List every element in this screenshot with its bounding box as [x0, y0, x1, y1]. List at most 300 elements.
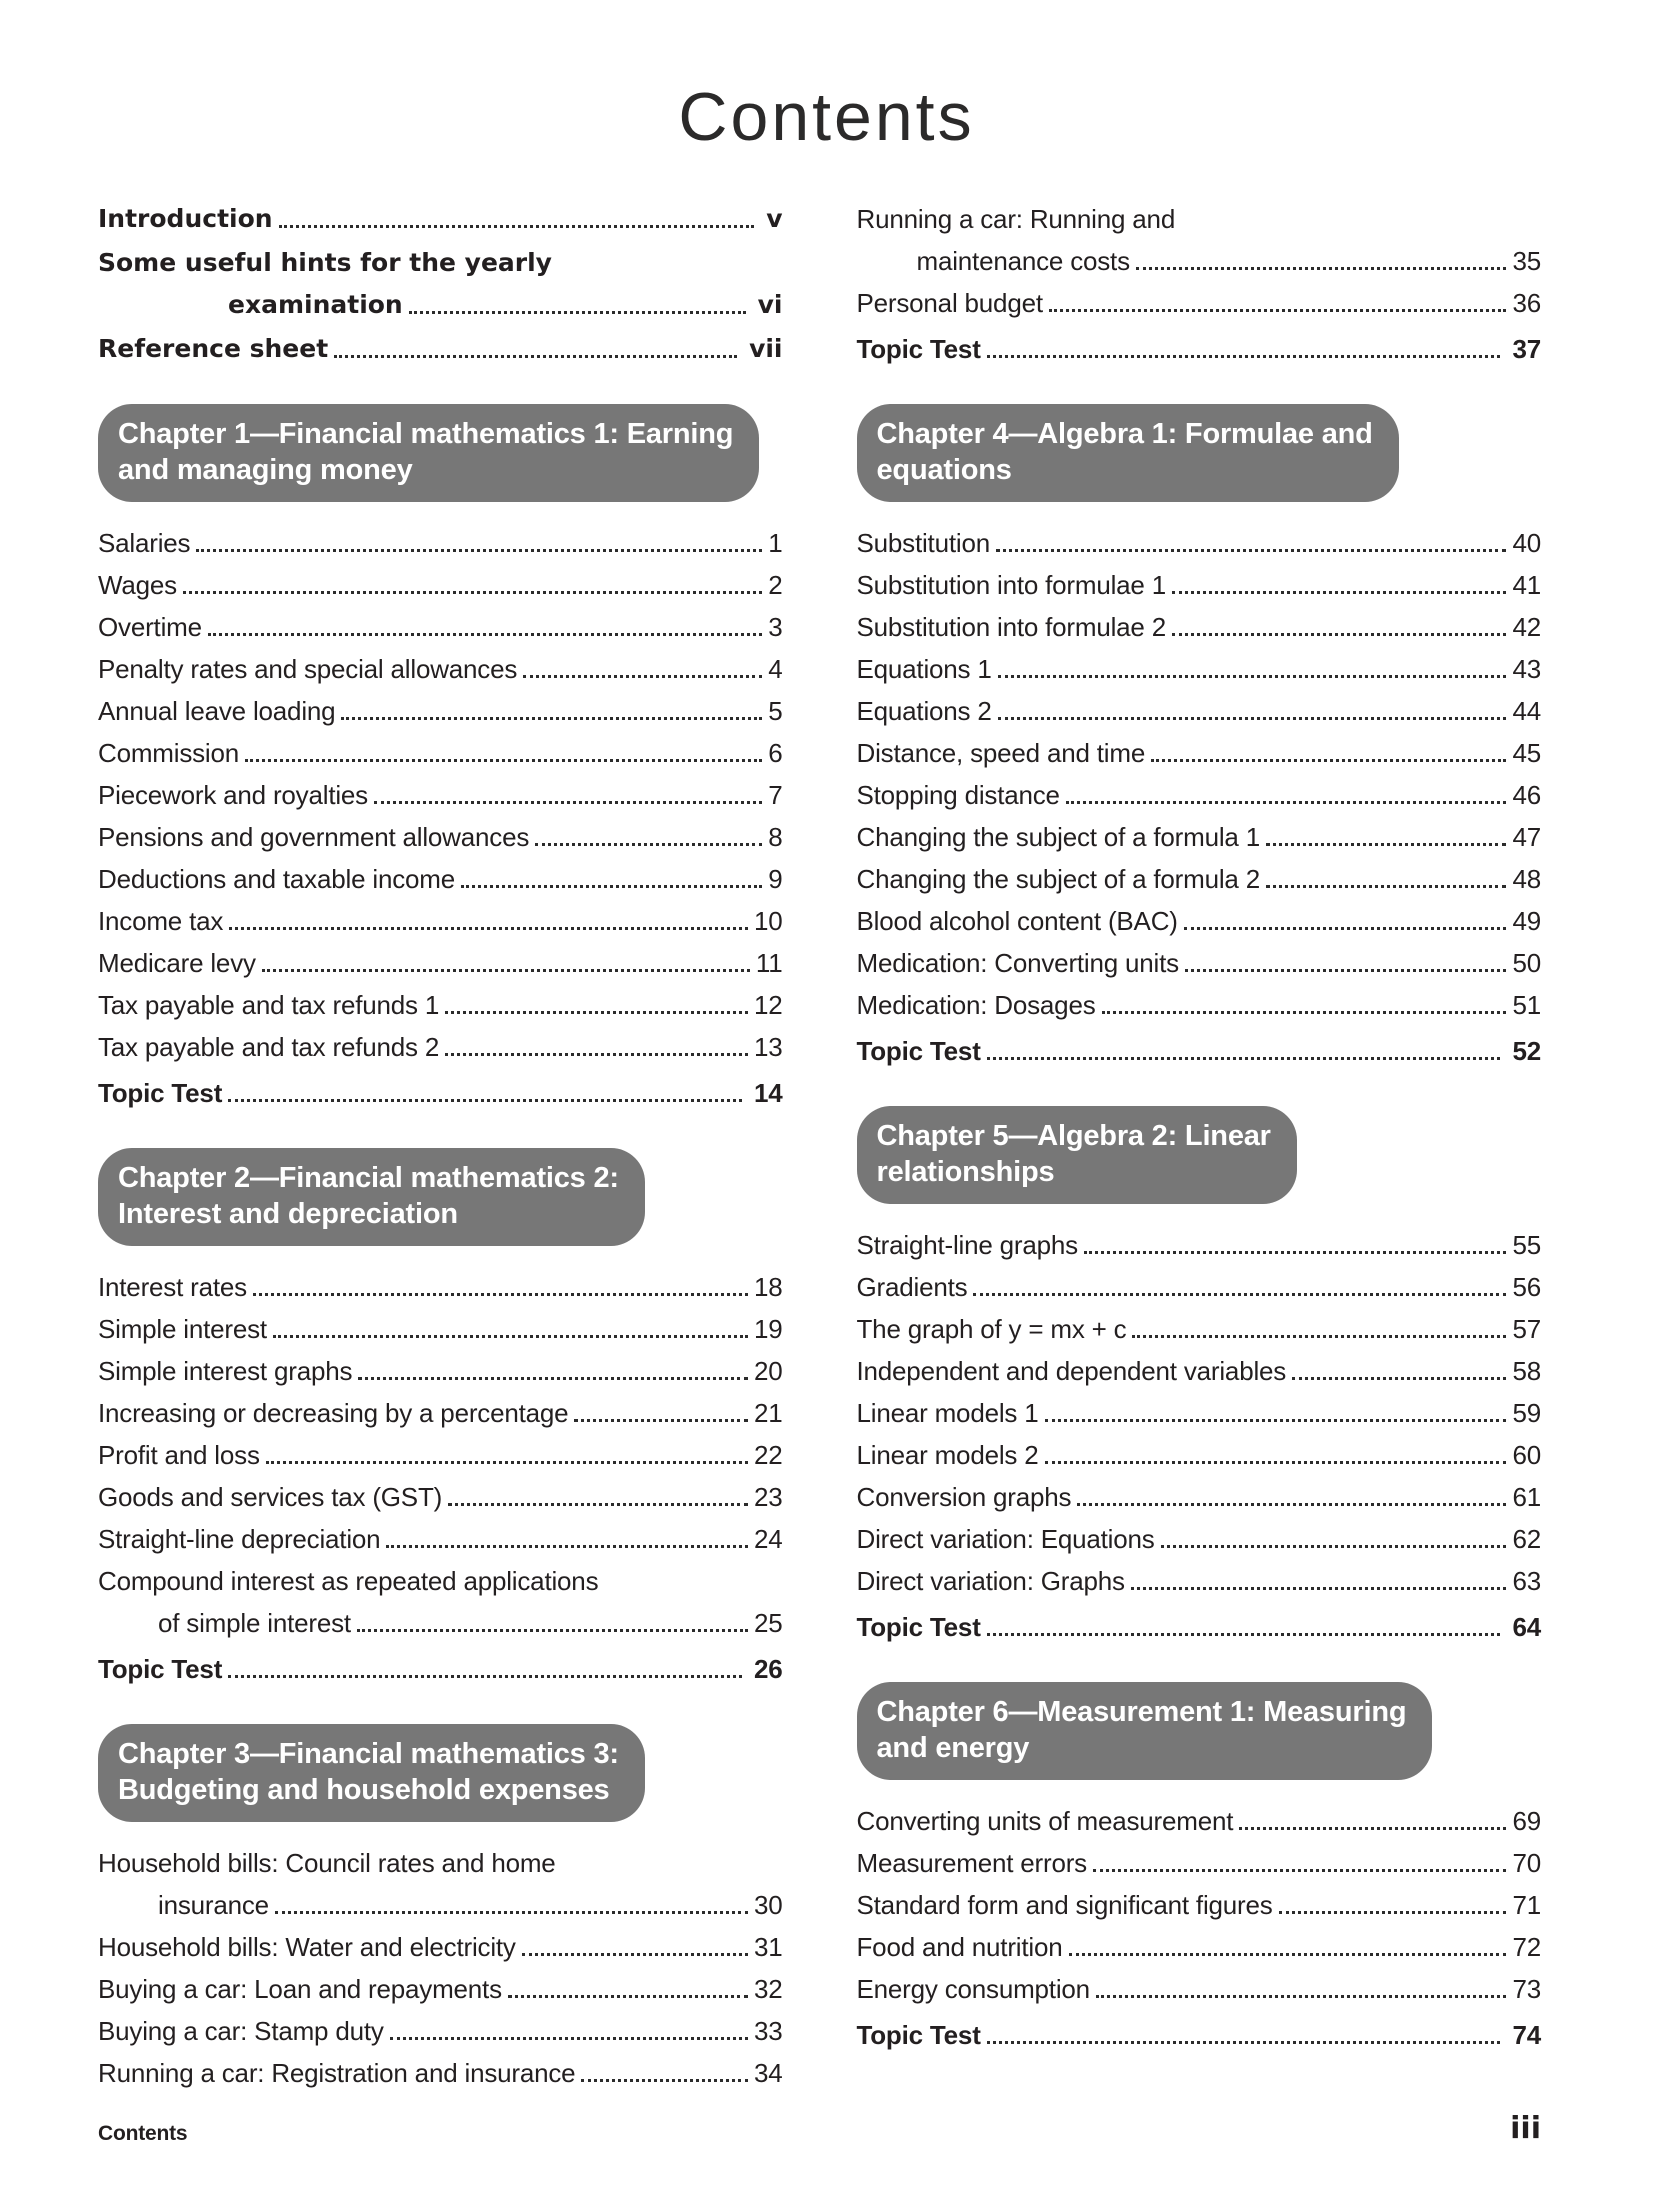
- entry-line: [857, 528, 1542, 558]
- entry-label: Straight-line depreciation: [98, 1524, 381, 1554]
- entry-line: [857, 1356, 1542, 1386]
- entry-label: Topic Test: [856, 1036, 981, 1066]
- entry-label: Direct variation: Equations: [856, 1524, 1155, 1554]
- page-number: 72: [1512, 1932, 1541, 1962]
- page-number: 8: [768, 822, 783, 852]
- page-number: 36: [1512, 288, 1541, 318]
- entry-label: Conversion graphs: [856, 1482, 1072, 1512]
- entry-label: Stopping distance: [856, 780, 1060, 810]
- page-number: 61: [1512, 1482, 1541, 1512]
- entry-line: [857, 1612, 1542, 1642]
- dot-leader: [535, 843, 762, 846]
- entry-line: [857, 864, 1542, 894]
- toc-entry: [857, 696, 1542, 726]
- page-number: 63: [1512, 1566, 1541, 1596]
- entry-label: Blood alcohol content (BAC): [856, 906, 1178, 936]
- toc-entry: [98, 822, 783, 852]
- toc-entry: [857, 1974, 1542, 2004]
- page-number: 55: [1512, 1230, 1541, 1260]
- toc-entry: [857, 1356, 1542, 1386]
- toc-entry: [98, 1974, 783, 2004]
- entry-line: [98, 990, 783, 1020]
- toc-entry: [857, 204, 1542, 276]
- dot-leader: [196, 549, 762, 552]
- toc-entry: [98, 1272, 783, 1302]
- page-number: 24: [753, 1524, 783, 1554]
- chapter-continuation-list: [857, 204, 1542, 364]
- toc-entry: [857, 948, 1542, 978]
- dot-leader: [996, 549, 1507, 552]
- dot-leader: [262, 969, 750, 972]
- chapter-banner-title: relationships: [876, 1156, 1055, 1188]
- entry-line: [857, 1272, 1542, 1302]
- entry-label: Commission: [98, 738, 240, 768]
- entry-line: [98, 1078, 783, 1108]
- chapter-banner-title: Interest and depreciation: [118, 1198, 458, 1230]
- chapter-banner: [857, 1106, 1297, 1204]
- dot-leader: [1266, 843, 1506, 846]
- dot-leader: [1161, 1545, 1507, 1548]
- entry-label: Converting units of measurement: [856, 1806, 1234, 1836]
- entry-label: Changing the subject of a formula 2: [856, 864, 1260, 894]
- entry-continuation-line: [98, 290, 783, 320]
- page-number: 52: [1512, 1036, 1541, 1066]
- page-number: 33: [753, 2016, 783, 2046]
- entry-line: [857, 948, 1542, 978]
- entry-line: [98, 1654, 783, 1684]
- entry-label: Equations 2: [856, 696, 992, 726]
- dot-leader: [1084, 1251, 1507, 1254]
- page-number: 35: [1512, 246, 1541, 276]
- entry-line: [857, 1314, 1542, 1344]
- entry-line: [98, 1314, 783, 1344]
- chapter-banner: [857, 404, 1399, 502]
- page-number: 4: [768, 654, 783, 684]
- page-number: 74: [1512, 2020, 1541, 2050]
- entry-label: Overtime: [98, 612, 202, 642]
- entry-label: Tax payable and tax refunds 2: [98, 1032, 440, 1062]
- page-number: 25: [753, 1608, 783, 1638]
- toc-entry: [98, 570, 783, 600]
- entry-label: Personal budget: [856, 288, 1043, 318]
- toc-entry: [857, 780, 1542, 810]
- page-number: 37: [1512, 334, 1541, 364]
- page-number: 6: [768, 738, 783, 768]
- chapter-entry-list: [857, 528, 1542, 1066]
- entry-line: [857, 1566, 1542, 1596]
- toc-entry: [98, 248, 783, 320]
- page-number: 7: [768, 780, 783, 810]
- toc-entry: [98, 528, 783, 558]
- page-number: 45: [1512, 738, 1541, 768]
- entry-line: [857, 780, 1542, 810]
- entry-label: Independent and dependent variables: [856, 1356, 1287, 1386]
- entry-label: Pensions and government allowances: [98, 822, 530, 852]
- dot-leader: [987, 2041, 1501, 2044]
- page-number: 34: [753, 2058, 783, 2088]
- page-number: 62: [1512, 1524, 1541, 1554]
- page-number: 58: [1512, 1356, 1541, 1386]
- entry-line: [98, 864, 783, 894]
- entry-label: Gradients: [856, 1272, 968, 1302]
- page-number: 31: [753, 1932, 783, 1962]
- entry-label: Substitution: [856, 528, 990, 558]
- entry-label: Household bills: Council rates and home: [98, 1848, 556, 1878]
- dot-leader: [334, 355, 737, 358]
- page-number: 21: [753, 1398, 783, 1428]
- dot-leader: [1172, 591, 1506, 594]
- toc-entry: [857, 1440, 1542, 1470]
- page-number: 71: [1512, 1890, 1541, 1920]
- entry-label: Measurement errors: [856, 1848, 1087, 1878]
- page-number: 2: [768, 570, 783, 600]
- entry-label: Energy consumption: [856, 1974, 1090, 2004]
- toc-entry: [857, 2020, 1542, 2050]
- entry-line: [857, 738, 1542, 768]
- page-number: 14: [753, 1078, 783, 1108]
- chapter-banner: [98, 1148, 645, 1246]
- dot-leader: [987, 1057, 1501, 1060]
- entry-label: Salaries: [98, 528, 191, 558]
- entry-label: Medication: Converting units: [856, 948, 1179, 978]
- entry-line: [857, 1806, 1542, 1836]
- toc-entry: [857, 528, 1542, 558]
- toc-entry: [98, 1032, 783, 1062]
- dot-leader: [229, 927, 748, 930]
- page-number: 42: [1512, 612, 1541, 642]
- chapter-banner: [98, 404, 759, 502]
- dot-leader: [973, 1293, 1506, 1296]
- chapter-entry-list: [857, 1806, 1542, 2050]
- entry-line: [98, 334, 783, 364]
- chapter-entry-list: [857, 1230, 1542, 1642]
- page-number: 40: [1512, 528, 1541, 558]
- toc-entry: [98, 864, 783, 894]
- toc-entry: [857, 906, 1542, 936]
- toc-entry: [857, 738, 1542, 768]
- toc-entry: [98, 204, 783, 234]
- page-number: 3: [768, 612, 783, 642]
- footer-section-label: Contents: [98, 2122, 188, 2145]
- entry-label: Goods and services tax (GST): [98, 1482, 443, 1512]
- entry-line: [98, 1440, 783, 1470]
- dot-leader: [358, 1377, 748, 1380]
- page-title: Contents: [678, 79, 975, 155]
- page-number: 51: [1512, 990, 1541, 1020]
- toc-entry: [857, 334, 1542, 364]
- page-number: 48: [1512, 864, 1541, 894]
- entry-label: Reference sheet: [98, 334, 329, 363]
- entry-line: [857, 696, 1542, 726]
- toc-entry: [98, 1078, 783, 1108]
- dot-leader: [1266, 885, 1506, 888]
- toc-entry: [857, 1848, 1542, 1878]
- page-number: vi: [757, 290, 783, 319]
- entry-label: Simple interest graphs: [98, 1356, 353, 1386]
- entry-line: [98, 1272, 783, 1302]
- entry-label: Topic Test: [98, 1078, 223, 1108]
- toc-entry: [98, 696, 783, 726]
- page-number: 57: [1512, 1314, 1541, 1344]
- entry-label: Some useful hints for the yearly: [98, 248, 552, 277]
- page-number: 20: [753, 1356, 783, 1386]
- entry-label: Increasing or decreasing by a percentage: [98, 1398, 569, 1428]
- dot-leader: [1049, 309, 1507, 312]
- dot-leader: [574, 1419, 748, 1422]
- toc-entry: [857, 288, 1542, 318]
- toc-entry: [98, 906, 783, 936]
- page-number: 70: [1512, 1848, 1541, 1878]
- dot-leader: [1279, 1911, 1507, 1914]
- entry-line: [857, 654, 1542, 684]
- page-number: 49: [1512, 906, 1541, 936]
- dot-leader: [445, 1011, 748, 1014]
- entry-line: [98, 1356, 783, 1386]
- entry-label: Running a car: Registration and insurance: [98, 2058, 576, 2088]
- entry-label: Topic Test: [856, 334, 981, 364]
- dot-leader: [245, 759, 762, 762]
- entry-line: [98, 696, 783, 726]
- toc-entry: [98, 1440, 783, 1470]
- toc-entry: [98, 738, 783, 768]
- entry-label: examination: [228, 290, 403, 319]
- entry-line: [857, 1932, 1542, 1962]
- dot-leader: [228, 1099, 742, 1102]
- dot-leader: [266, 1461, 748, 1464]
- chapter-banner-title: and managing money: [118, 454, 413, 486]
- toc-entry: [857, 1314, 1542, 1344]
- toc-entry: [857, 1890, 1542, 1920]
- toc-entry: [98, 2058, 783, 2088]
- dot-leader: [523, 675, 762, 678]
- toc-entry: [98, 1482, 783, 1512]
- toc-entry: [857, 570, 1542, 600]
- entry-label: The graph of y = mx + c: [856, 1314, 1127, 1344]
- entry-line: [857, 1974, 1542, 2004]
- page-number: 11: [755, 948, 783, 978]
- toc-entry: [98, 1932, 783, 1962]
- entry-line: [857, 990, 1542, 1020]
- chapter-banner: [98, 1724, 645, 1822]
- footer-page-number: iii: [1510, 2111, 1541, 2146]
- entry-label: Linear models 2: [856, 1440, 1039, 1470]
- dot-leader: [987, 1633, 1501, 1636]
- dot-leader: [1292, 1377, 1506, 1380]
- toc-entry: [857, 1230, 1542, 1260]
- entry-line: [857, 570, 1542, 600]
- page-number: 59: [1512, 1398, 1541, 1428]
- entry-line: [857, 334, 1542, 364]
- dot-leader: [508, 1995, 748, 1998]
- entry-line: [98, 1482, 783, 1512]
- entry-line: [98, 1524, 783, 1554]
- page-number: 9: [768, 864, 783, 894]
- dot-leader: [445, 1053, 748, 1056]
- page-number: vii: [749, 334, 783, 363]
- dot-leader: [1184, 927, 1507, 930]
- page-number: 26: [753, 1654, 783, 1684]
- entry-label: insurance: [158, 1890, 269, 1920]
- entry-line: [98, 1398, 783, 1428]
- dot-leader: [1093, 1869, 1506, 1872]
- dot-leader: [987, 355, 1501, 358]
- entry-label: Equations 1: [856, 654, 992, 684]
- entry-line: [98, 906, 783, 936]
- chapter-entry-list: [98, 528, 783, 1108]
- chapter-banner-title: Chapter 5—Algebra 2: Linear: [876, 1120, 1271, 1152]
- entry-line: [98, 2016, 783, 2046]
- dot-leader: [1131, 1587, 1507, 1590]
- entry-line: [857, 1230, 1542, 1260]
- dot-leader: [1066, 801, 1507, 804]
- entry-line: [857, 1524, 1542, 1554]
- page-number: 1: [768, 528, 783, 558]
- dot-leader: [1096, 1995, 1507, 1998]
- entry-line: [98, 948, 783, 978]
- dot-leader: [390, 2037, 748, 2040]
- toc-entry: [857, 1566, 1542, 1596]
- dot-leader: [279, 225, 755, 228]
- entry-label: Penalty rates and special allowances: [98, 654, 518, 684]
- entry-label: Interest rates: [98, 1272, 247, 1302]
- entry-label: Substitution into formulae 1: [856, 570, 1166, 600]
- page-number: 23: [753, 1482, 783, 1512]
- dot-leader: [275, 1911, 748, 1914]
- toc-entry: [98, 1398, 783, 1428]
- toc-entry: [857, 1806, 1542, 1836]
- toc-entry: [857, 1398, 1542, 1428]
- toc-column-left: [98, 204, 783, 2100]
- chapter-banner-title: Chapter 1—Financial mathematics 1: Earning: [118, 418, 734, 450]
- toc-entry: [857, 1612, 1542, 1642]
- entry-label: Topic Test: [98, 1654, 223, 1684]
- entry-label: Direct variation: Graphs: [856, 1566, 1125, 1596]
- page-number: 50: [1512, 948, 1541, 978]
- entry-label: Food and nutrition: [856, 1932, 1063, 1962]
- toc-entry: [98, 1356, 783, 1386]
- dot-leader: [357, 1629, 748, 1632]
- chapter-banner-title: equations: [876, 454, 1012, 486]
- toc-entry: [857, 654, 1542, 684]
- toc-entry: [98, 334, 783, 364]
- chapter-entry-list: [98, 1848, 783, 2088]
- dot-leader: [1185, 969, 1507, 972]
- page-number: 13: [753, 1032, 783, 1062]
- entry-line: [98, 612, 783, 642]
- dot-leader: [522, 1953, 748, 1956]
- toc-entry: [98, 1524, 783, 1554]
- entry-line: [98, 204, 783, 234]
- toc-entry: [857, 1524, 1542, 1554]
- dot-leader: [374, 801, 762, 804]
- entry-continuation-line: [857, 246, 1542, 276]
- dot-leader: [1136, 267, 1507, 270]
- page-number: 30: [753, 1890, 783, 1920]
- entry-label: Piecework and royalties: [98, 780, 368, 810]
- dot-leader: [1069, 1953, 1507, 1956]
- entry-label: Tax payable and tax refunds 1: [98, 990, 440, 1020]
- dot-leader: [1077, 1503, 1506, 1506]
- dot-leader: [1045, 1419, 1507, 1422]
- toc-column-right: [857, 204, 1542, 2062]
- entry-line: [98, 570, 783, 600]
- toc-entry: [98, 990, 783, 1020]
- page-number: 73: [1512, 1974, 1541, 2004]
- entry-continuation-line: [98, 1608, 783, 1638]
- entry-line: [857, 612, 1542, 642]
- page-number: 43: [1512, 654, 1541, 684]
- entry-label: Simple interest: [98, 1314, 267, 1344]
- entry-label: Household bills: Water and electricity: [98, 1932, 516, 1962]
- entry-line: [98, 654, 783, 684]
- entry-label: Topic Test: [856, 2020, 981, 2050]
- toc-entry: [98, 780, 783, 810]
- entry-line: [857, 2020, 1542, 2050]
- entry-line: [98, 822, 783, 852]
- entry-label: Distance, speed and time: [856, 738, 1146, 768]
- toc-entry: [98, 948, 783, 978]
- page-number: 5: [768, 696, 783, 726]
- dot-leader: [1239, 1827, 1506, 1830]
- page-number: 22: [753, 1440, 783, 1470]
- dot-leader: [581, 2079, 748, 2082]
- chapter-banner-title: Chapter 2—Financial mathematics 2:: [118, 1162, 619, 1194]
- toc-entry: [857, 1272, 1542, 1302]
- entry-label: Topic Test: [856, 1612, 981, 1642]
- dot-leader: [461, 885, 762, 888]
- dot-leader: [253, 1293, 748, 1296]
- entry-label: Buying a car: Loan and repayments: [98, 1974, 502, 2004]
- page-number: v: [766, 204, 783, 233]
- toc-entry: [98, 1566, 783, 1638]
- entry-label: Profit and loss: [98, 1440, 260, 1470]
- page-number: 44: [1512, 696, 1541, 726]
- entry-label: of simple interest: [158, 1608, 351, 1638]
- dot-leader: [386, 1545, 748, 1548]
- dot-leader: [1172, 633, 1506, 636]
- toc-entry: [98, 1314, 783, 1344]
- dot-leader: [1102, 1011, 1507, 1014]
- chapter-entry-list: [98, 1272, 783, 1684]
- chapter-banner: [857, 1682, 1433, 1780]
- entry-line: [98, 1974, 783, 2004]
- toc-entry: [857, 612, 1542, 642]
- page-number: 10: [753, 906, 783, 936]
- dot-leader: [1132, 1335, 1506, 1338]
- entry-label: Linear models 1: [856, 1398, 1039, 1428]
- toc-entry: [98, 654, 783, 684]
- dot-leader: [1045, 1461, 1507, 1464]
- entry-label: Straight-line graphs: [856, 1230, 1078, 1260]
- chapter-banner-title: Chapter 6—Measurement 1: Measuring: [876, 1696, 1407, 1728]
- dot-leader: [273, 1335, 748, 1338]
- page-number: 56: [1512, 1272, 1541, 1302]
- entry-label: Medicare levy: [98, 948, 256, 978]
- entry-label: Introduction: [98, 204, 273, 233]
- toc-entry: [857, 864, 1542, 894]
- dot-leader: [341, 717, 762, 720]
- entry-label: Buying a car: Stamp duty: [98, 2016, 384, 2046]
- page-number: 47: [1512, 822, 1541, 852]
- toc-entry: [857, 1932, 1542, 1962]
- entry-line: [857, 906, 1542, 936]
- entry-line: [857, 1440, 1542, 1470]
- toc-entry: [98, 1654, 783, 1684]
- entry-line: [98, 780, 783, 810]
- toc-entry: [857, 1036, 1542, 1066]
- dot-leader: [208, 633, 762, 636]
- dot-leader: [228, 1675, 742, 1678]
